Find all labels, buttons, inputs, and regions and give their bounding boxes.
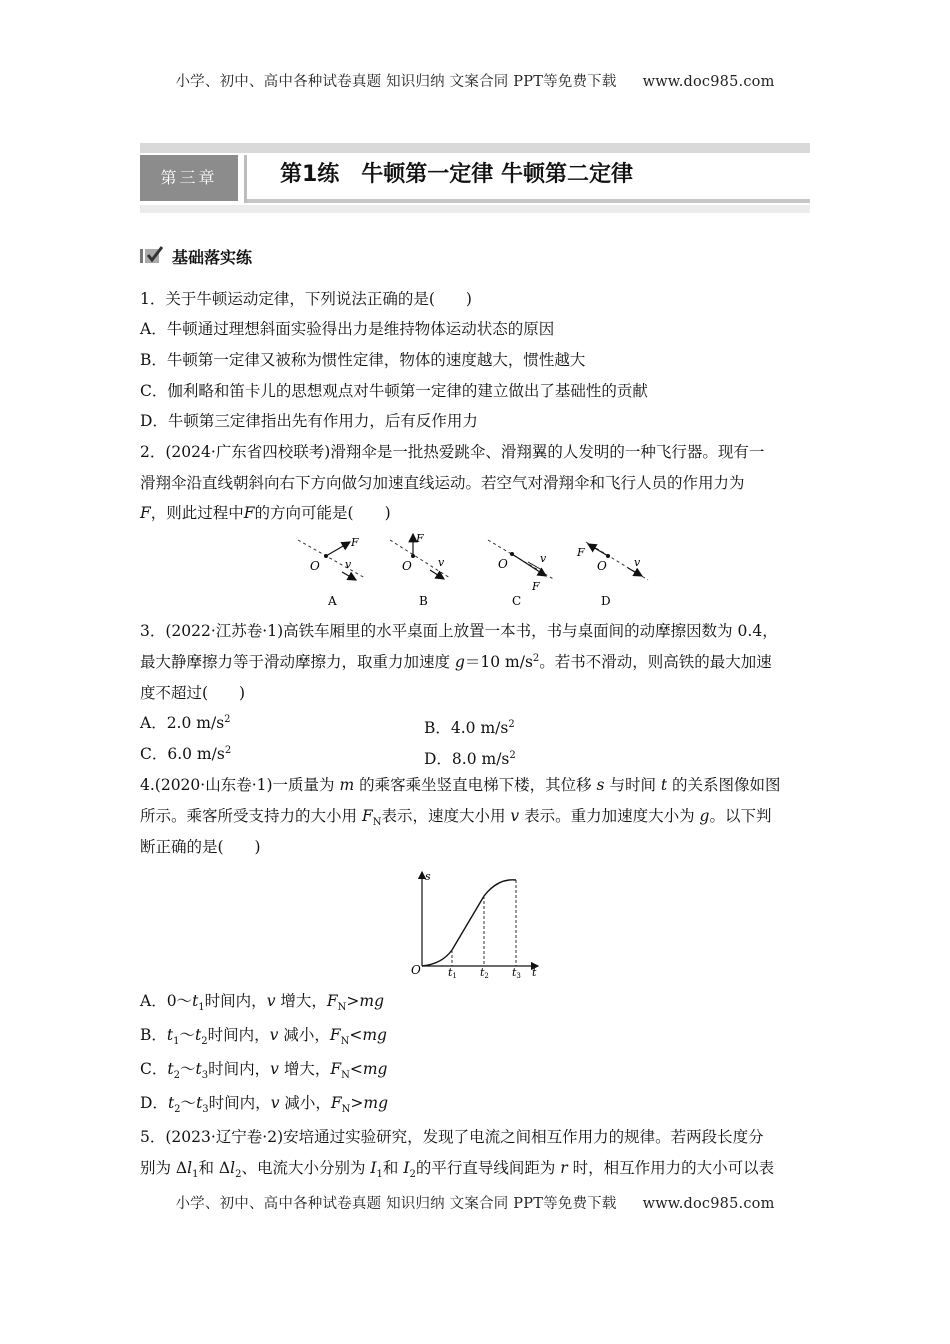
var-F: F: [326, 992, 338, 1010]
var-F: F: [329, 1026, 341, 1044]
graph-svg: [406, 868, 546, 978]
var-mg: mg: [362, 1026, 387, 1044]
opt-text: ～: [179, 1060, 196, 1078]
header-text: 小学、初中、高中各种试卷真题 知识归纳 文案合同 PPT等免费下载: [175, 74, 617, 90]
opt-text: 增大，: [275, 992, 327, 1010]
q3-option-d: [424, 747, 516, 769]
subscript: 1: [192, 1169, 199, 1181]
q3-line-3: 度不超过( ): [140, 684, 246, 702]
label-v: v: [438, 556, 445, 569]
tick-t3: t3: [512, 966, 521, 978]
label-f: F: [416, 532, 424, 545]
subscript: 3: [202, 1104, 209, 1116]
opt-text: A．0～: [140, 992, 193, 1010]
var-I: I: [403, 1159, 410, 1177]
var-t: t: [195, 1060, 202, 1078]
q2-line-1: 2．(2024·广东省四校联考)滑翔伞是一批热爱跳伞、滑翔翼的人发明的一种飞行器。现有一: [140, 443, 765, 461]
lesson-title: 第1练 牛顿第一定律 牛顿第二定律: [280, 162, 633, 187]
var-m: m: [339, 776, 355, 794]
opt-text: 时间内，: [208, 1094, 271, 1112]
q3-d-text: D．8.0 m/s: [424, 750, 510, 768]
superscript: 2: [508, 718, 515, 730]
q2-figure-svg: [290, 532, 660, 612]
subscript: N: [337, 1002, 347, 1014]
q3-b-text: B．4.0 m/s: [424, 719, 509, 737]
superscript: 2: [532, 652, 540, 664]
opt-text: D．: [140, 1094, 168, 1112]
superscript: 2: [509, 749, 516, 761]
q4-text: 4.(2020·山东卷·1)一质量为: [140, 776, 340, 794]
label-f: F: [532, 580, 540, 593]
opt-text: ～: [179, 1026, 196, 1044]
q4-option-b: [140, 1026, 387, 1048]
banner-shade: [140, 143, 810, 153]
opt-text: ～: [180, 1094, 197, 1112]
label-o: O: [310, 559, 320, 573]
opt-text: 时间内，: [204, 992, 267, 1010]
section-title: 基础落实练: [172, 247, 253, 267]
var-F: F: [140, 504, 151, 522]
banner-underline: [247, 199, 810, 203]
opt-text: B．: [140, 1026, 167, 1044]
q5-line-1: 5．(2023·辽宁卷·2)安培通过实验研究，发现了电流之间相互作用力的规律。若两段长度分: [140, 1128, 764, 1146]
var-F: F: [243, 504, 255, 522]
q5-text: 和 Δ: [198, 1159, 231, 1177]
var-t: t: [166, 1026, 174, 1044]
var-v: v: [270, 1060, 279, 1078]
page-footer: [0, 1192, 950, 1213]
q4-line-1: [140, 778, 781, 794]
q5-text: 和: [382, 1159, 404, 1177]
subscript: 2: [201, 1036, 208, 1048]
q3-text: 最大静摩擦力等于滑动摩擦力，取重力加速度: [140, 653, 455, 671]
subscript: 3: [201, 1070, 209, 1082]
q1-option-b: B．牛顿第一定律又被称为惯性定律，物体的速度越大，惯性越大: [140, 351, 586, 369]
checkbox-check-icon: [140, 245, 164, 267]
subscript: N: [341, 1104, 351, 1116]
banner-divider: [244, 155, 247, 203]
var-t: t: [196, 1094, 203, 1112]
origin-label: O: [411, 963, 421, 977]
q4-text: 的乘客乘坐竖直电梯下楼，其位移: [354, 776, 597, 794]
subscript: 1: [198, 1002, 205, 1014]
section-heading: [140, 244, 252, 268]
label-f: F: [577, 546, 585, 559]
var-t: t: [167, 1060, 174, 1078]
q3-line-1: 3．(2022·江苏卷·1)高铁车厢里的水平桌面上放置一本书，书与桌面间的动摩擦因数为 0.4，: [140, 622, 778, 640]
var-t: t: [192, 992, 199, 1010]
var-t: t: [195, 1026, 202, 1044]
q2-force-diagrams: [290, 532, 660, 612]
var-v: v: [266, 992, 276, 1010]
q1-option-c: C．伽利略和笛卡儿的思想观点对牛顿第一定律的建立做出了基础性的贡献: [140, 382, 648, 400]
tick-t1: t1: [448, 966, 457, 978]
q3-text: 。若书不滑动，则高铁的最大加速: [539, 653, 772, 671]
var-F: F: [330, 1060, 342, 1078]
q2-line-3: [140, 506, 391, 522]
var-l: l: [187, 1159, 193, 1177]
superscript: 2: [224, 713, 231, 725]
subscript: 2: [173, 1070, 180, 1082]
var-r: r: [560, 1159, 568, 1177]
q1-option-a: A．牛顿通过理想斜面实验得出力是维持物体运动状态的原因: [140, 320, 555, 338]
diagram-label-b: B: [419, 594, 428, 608]
label-v: v: [540, 552, 547, 565]
axis-label-s: s: [425, 870, 431, 883]
q5-text: 、电流大小分别为: [241, 1159, 371, 1177]
footer-text: 小学、初中、高中各种试卷真题 知识归纳 文案合同 PPT等免费下载: [175, 1196, 617, 1212]
var-g: g: [454, 653, 465, 671]
diagram-label-a: A: [328, 594, 337, 608]
q1-option-d: D．牛顿第三定律指出先有作用力，后有反作用力: [140, 412, 478, 430]
q4-text: 与时间: [604, 776, 661, 794]
footer-site[interactable]: www.doc985.com: [642, 1196, 775, 1212]
q4-text: 所示。乘客所受支持力的大小用: [140, 807, 362, 825]
diagram-b: [390, 532, 450, 608]
subscript: N: [340, 1036, 350, 1048]
var-v: v: [510, 807, 520, 825]
opt-text: C．: [140, 1060, 168, 1078]
q5-line-2: [140, 1159, 775, 1181]
subscript: 2: [174, 1104, 181, 1116]
q3-text: ＝10 m/s: [464, 653, 533, 671]
var-mg: mg: [362, 1060, 388, 1078]
subscript: N: [372, 817, 382, 829]
q1-stem: 1．关于牛顿运动定律，下列说法正确的是( ): [140, 290, 472, 308]
opt-text: 减小，: [278, 1026, 330, 1044]
diagram-c: [488, 540, 555, 608]
subscript: 2: [235, 1169, 242, 1181]
subscript: N: [341, 1070, 350, 1082]
q4-text: 的关系图像如图: [667, 776, 781, 794]
q4-s-t-graph: [406, 868, 546, 982]
q2-line-2: 滑翔伞沿直线朝斜向右下方向做匀加速直线运动。若空气对滑翔伞和飞行人员的作用力为: [140, 474, 745, 492]
banner-shade-bottom: [140, 205, 810, 213]
q5-text: 时，相互作用力的大小可以表: [567, 1159, 775, 1177]
subscript: 2: [409, 1169, 416, 1181]
q4-option-a: [140, 992, 385, 1014]
q4-line-2: [140, 807, 772, 829]
opt-text: 时间内，: [207, 1026, 270, 1044]
label-v: v: [345, 558, 352, 571]
label-o: O: [597, 559, 607, 573]
q4-option-d: [140, 1094, 389, 1116]
opt-rel: >: [346, 992, 360, 1010]
q4-option-c: [140, 1060, 388, 1082]
diagram-label-d: D: [601, 594, 611, 608]
var-t: t: [167, 1094, 175, 1112]
q3-c-text: C．6.0 m/s: [140, 745, 225, 763]
tick-t2: t2: [480, 966, 489, 978]
q4-text: 表示，速度大小用: [381, 807, 511, 825]
var-t: t: [660, 776, 668, 794]
var-v: v: [270, 1094, 280, 1112]
q3-option-b: [424, 716, 515, 738]
opt-rel: <: [349, 1026, 363, 1044]
subscript: 1: [376, 1169, 383, 1181]
label-o: O: [498, 557, 508, 571]
label-v: v: [634, 556, 641, 569]
page-header: [0, 70, 950, 91]
var-g: g: [699, 807, 710, 825]
var-l: l: [230, 1159, 236, 1177]
axis-label-t: t: [532, 966, 537, 978]
s-t-curve: [422, 880, 516, 966]
diagram-label-c: C: [512, 594, 522, 608]
var-F: F: [361, 807, 373, 825]
subscript: 1: [173, 1036, 180, 1048]
chapter-banner: [140, 143, 810, 233]
var-mg: mg: [359, 992, 385, 1010]
q4-text: 表示。重力加速度大小为: [519, 807, 700, 825]
label-o: O: [402, 559, 412, 573]
opt-rel: >: [350, 1094, 364, 1112]
q2-text: 的方向可能是( ): [254, 504, 391, 522]
q3-line-2: [140, 652, 772, 671]
var-mg: mg: [363, 1094, 389, 1112]
diagram-d: [576, 542, 648, 608]
var-I: I: [370, 1159, 377, 1177]
q4-text: 。以下判: [709, 807, 772, 825]
q5-text: 别为 Δ: [140, 1159, 188, 1177]
q5-text: 的平行直导线间距为: [415, 1159, 561, 1177]
var-s: s: [596, 776, 605, 794]
chapter-tag: 第三章: [140, 155, 238, 201]
label-f: F: [351, 536, 359, 549]
var-F: F: [330, 1094, 342, 1112]
diagram-a: [298, 536, 365, 608]
opt-text: 减小，: [279, 1094, 331, 1112]
q3-a-text: A．2.0 m/s: [140, 714, 225, 732]
superscript: 2: [224, 744, 232, 756]
q4-line-3: 断正确的是( ): [140, 838, 261, 856]
opt-text: 增大，: [278, 1060, 331, 1078]
var-v: v: [269, 1026, 279, 1044]
q2-text: ，则此过程中: [150, 504, 244, 522]
opt-text: 时间内，: [208, 1060, 271, 1078]
q3-option-a: [140, 713, 231, 732]
q3-option-c: [140, 744, 232, 763]
opt-rel: <: [349, 1060, 363, 1078]
header-site[interactable]: www.doc985.com: [642, 74, 775, 90]
